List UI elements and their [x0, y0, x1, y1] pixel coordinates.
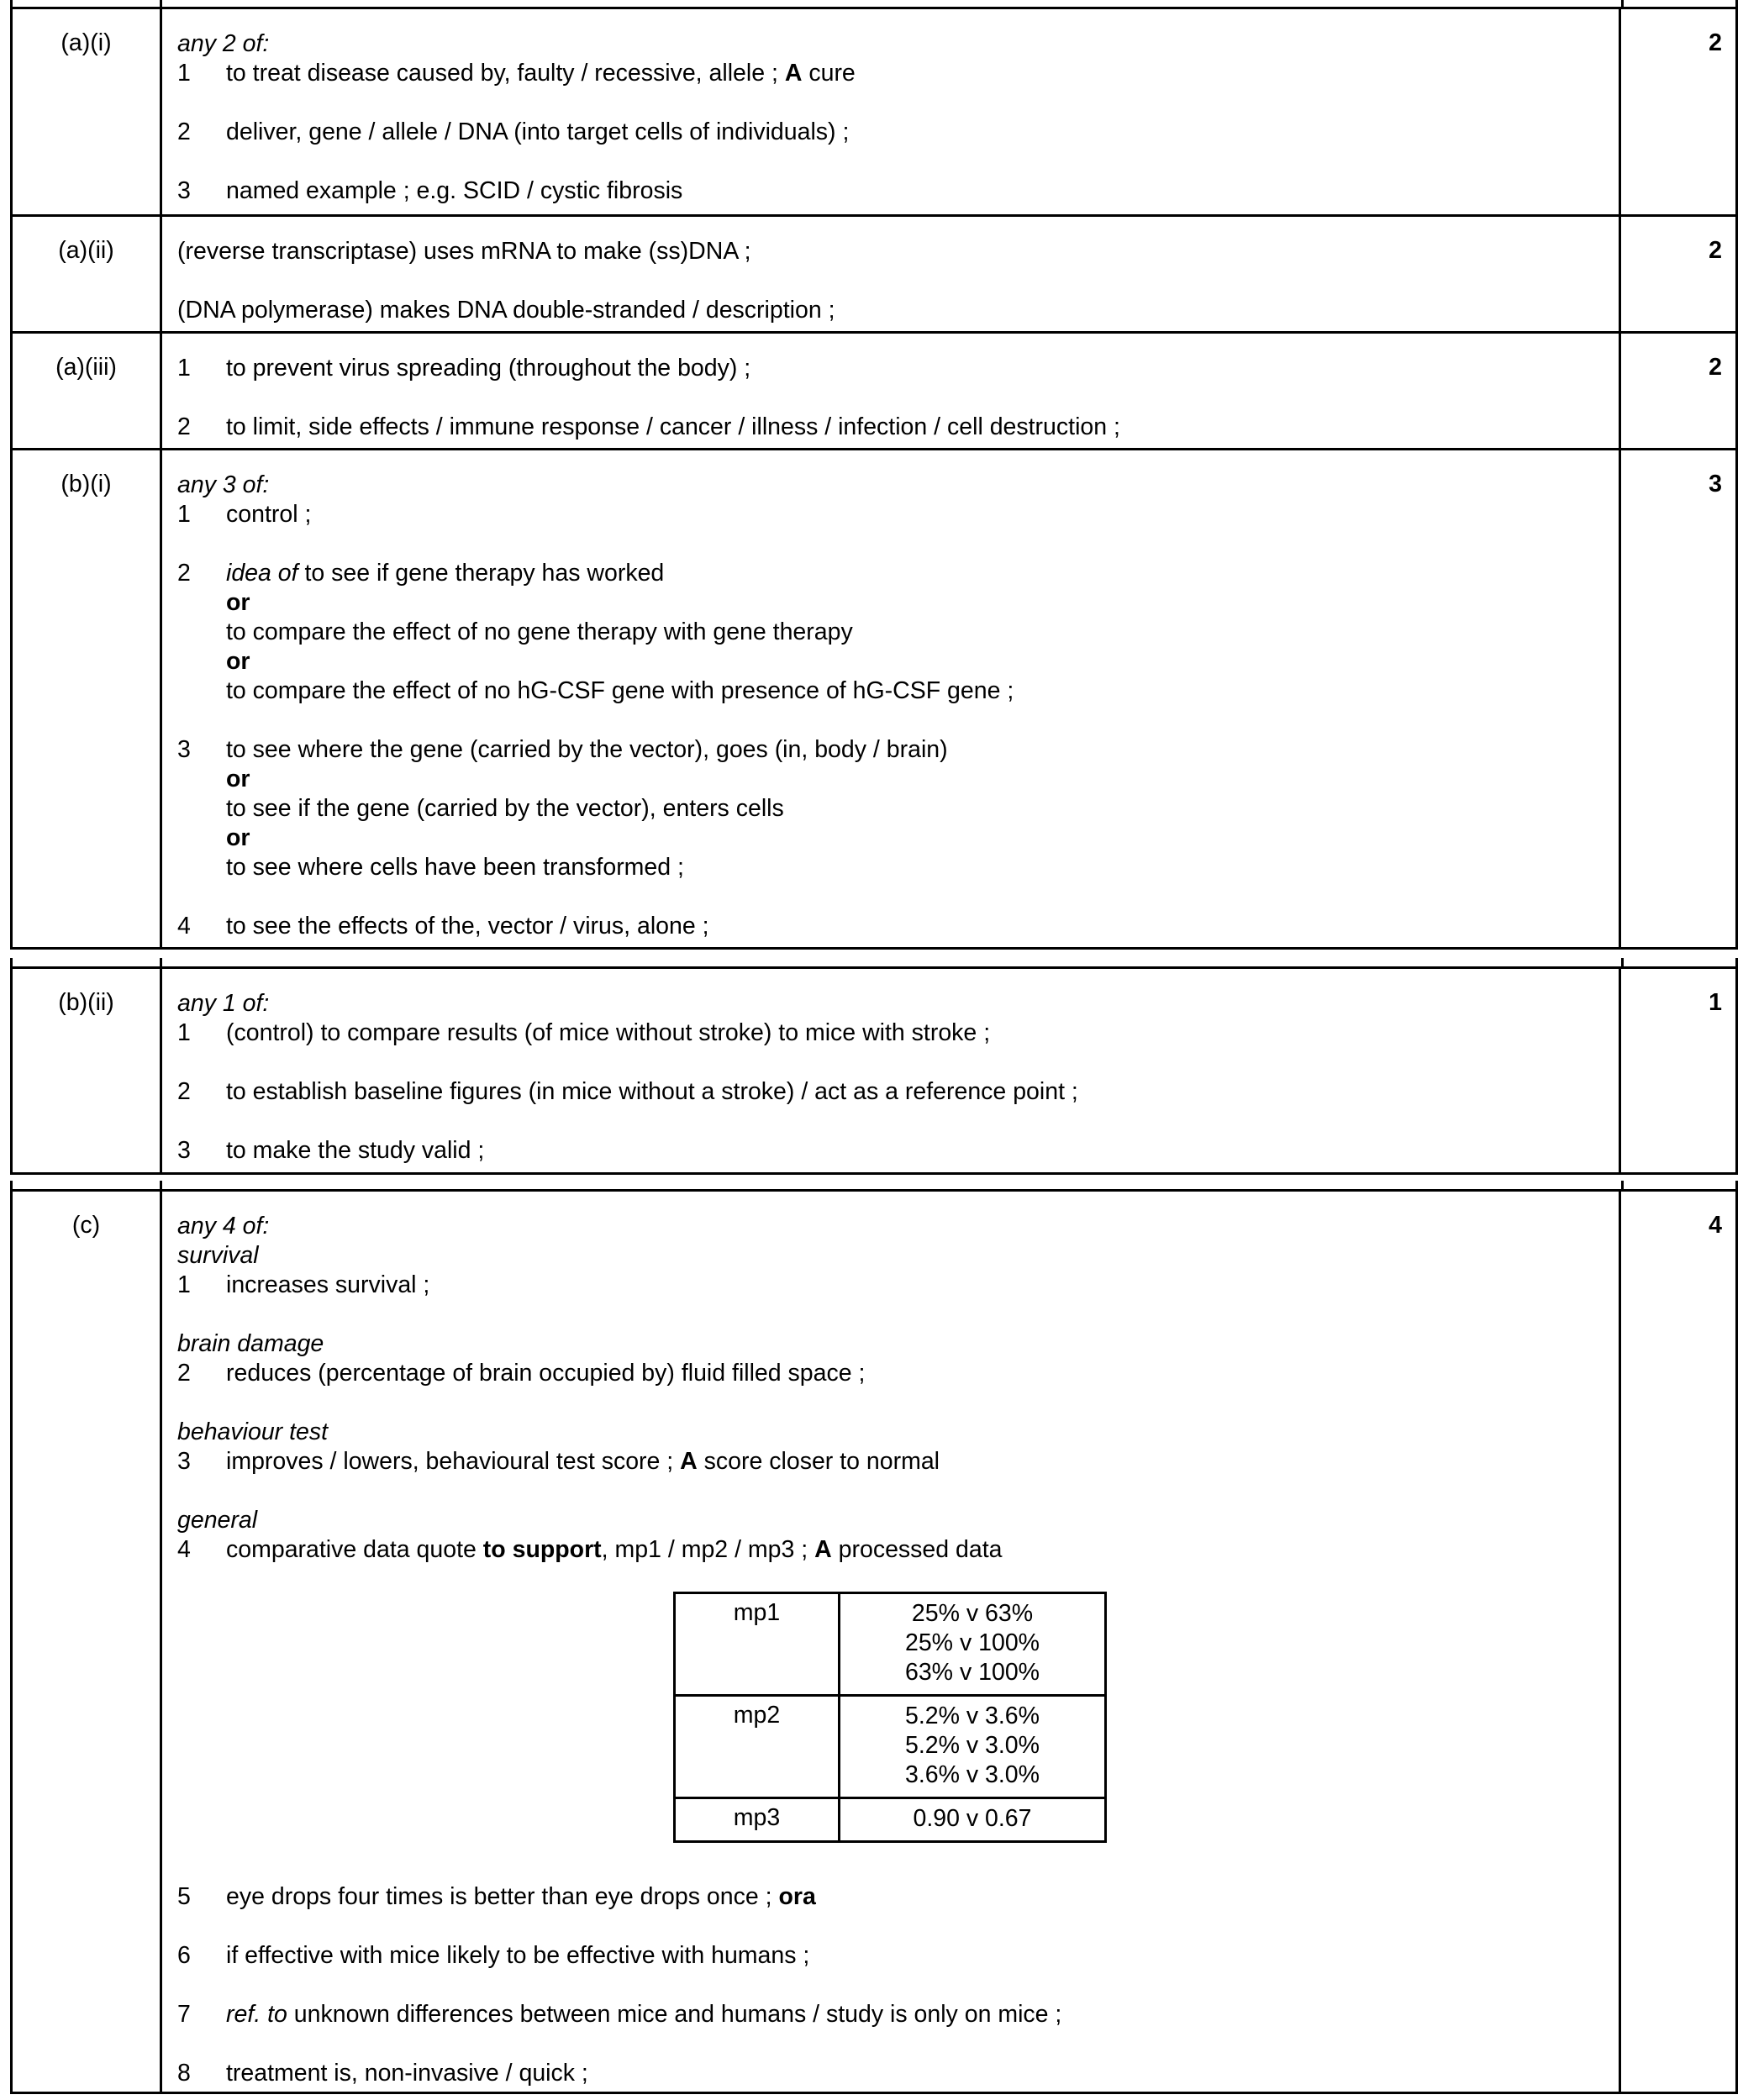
question-number: (b)(i): [13, 450, 162, 947]
table-row: [676, 1594, 1104, 1694]
marking-point: 7 ref. to unknown differences between mice and humans / study is only on mice ;: [177, 2001, 1062, 2028]
subheading: survival: [177, 1242, 259, 1269]
alternative-line: to see where cells have been transformed ;: [226, 854, 684, 881]
mark-point-key: mp2: [676, 1697, 840, 1797]
marks: 2: [1619, 217, 1735, 331]
subheading: general: [177, 1507, 258, 1534]
intro-text: any 4 of:: [177, 1213, 270, 1239]
mark-scheme-table-1: [10, 7, 1738, 950]
marks: 3: [1619, 450, 1735, 947]
subheading: behaviour test: [177, 1418, 329, 1445]
marking-point: 3 improves / lowers, behavioural test score ; A score closer to normal: [177, 1448, 940, 1475]
answer-cell: [162, 969, 1619, 1166]
marking-point: 1 (control) to compare results (of mice without stroke) to mice with stroke ;: [177, 1019, 991, 1046]
table-row: [676, 1694, 1104, 1797]
question-number: (a)(ii): [13, 217, 162, 331]
intro-text: any 2 of:: [177, 30, 270, 57]
or-connector: or: [226, 766, 250, 792]
or-connector: or: [226, 589, 250, 616]
marking-point: 2 deliver, gene / allele / DNA (into target cells of individuals) ;: [177, 118, 850, 145]
marking-point: 1 control ;: [177, 501, 312, 528]
marking-point: 4 to see the effects of the, vector / virus, alone ;: [177, 913, 709, 939]
or-connector: or: [226, 824, 250, 851]
row-a-i: [13, 9, 1735, 214]
marking-point: 4 comparative data quote to support, mp1 / mp2 / mp3 ; A processed data: [177, 1536, 1003, 1563]
marking-point: 2 to establish baseline figures (in mice without a stroke) / act as a reference point ;: [177, 1078, 1078, 1105]
mark-point-key: mp1: [676, 1594, 840, 1694]
comparative-data-table: [673, 1592, 1107, 1843]
marking-point: 3 to make the study valid ;: [177, 1137, 485, 1164]
alternative-line: to compare the effect of no gene therapy with gene therapy: [226, 618, 853, 645]
marks: 2: [1619, 334, 1735, 448]
data-values: 0.90 v 0.67: [913, 1805, 1032, 1832]
question-number: (a)(iii): [13, 334, 162, 448]
marking-point: 8 treatment is, non-invasive / quick ;: [177, 2060, 588, 2087]
question-number: (c): [13, 1192, 162, 2092]
intro-text: any 3 of:: [177, 471, 270, 498]
marks: 1: [1619, 969, 1735, 1172]
alternative-line: to see if the gene (carried by the vector), enters cells: [226, 795, 784, 822]
marking-point: 5 eye drops four times is better than eye drops once ; ora: [177, 1883, 816, 1910]
answer-line: (DNA polymerase) makes DNA double-stranded / description ;: [177, 297, 835, 324]
marking-point: 6 if effective with mice likely to be effective with humans ;: [177, 1942, 810, 1969]
or-connector: or: [226, 648, 250, 675]
mark-scheme-table-2: [10, 966, 1738, 1175]
answer-cell: [162, 9, 1619, 206]
answer-cell: [162, 450, 1619, 941]
marks: 4: [1619, 1192, 1735, 2092]
marking-point: 3 named example ; e.g. SCID / cystic fibrosis: [177, 177, 683, 204]
marking-point: 2 idea of to see if gene therapy has worked: [177, 560, 665, 587]
answer-line: (reverse transcriptase) uses mRNA to make (ss)DNA ;: [177, 238, 751, 265]
marking-point: 2 to limit, side effects / immune response / cancer / illness / infection / cell destruction ;: [177, 413, 1120, 440]
marking-point: 1 to treat disease caused by, faulty / recessive, allele ; A cure: [177, 60, 856, 87]
marking-point: 1 increases survival ;: [177, 1271, 430, 1298]
row-b-i: [13, 448, 1735, 947]
data-values: 5.2% v 3.6% 5.2% v 3.0% 3.6% v 3.0%: [904, 1703, 1040, 1788]
row-a-ii: [13, 214, 1735, 331]
marking-point: 1 to prevent virus spreading (throughout the body) ;: [177, 355, 751, 382]
subheading: brain damage: [177, 1330, 324, 1357]
marks: 2: [1619, 9, 1735, 214]
answer-cell: [162, 334, 1619, 442]
data-values: 25% v 63% 25% v 100% 63% v 100%: [904, 1600, 1040, 1686]
marking-point: 3 to see where the gene (carried by the vector), goes (in, body / brain): [177, 736, 948, 763]
row-b-ii: [13, 969, 1735, 1172]
answer-cell: [162, 217, 1619, 325]
mark-point-key: mp3: [676, 1799, 840, 1840]
marking-point: 2 reduces (percentage of brain occupied by) fluid filled space ;: [177, 1360, 866, 1387]
alternative-line: to compare the effect of no hG-CSF gene with presence of hG-CSF gene ;: [226, 677, 1014, 704]
question-number: (b)(ii): [13, 969, 162, 1172]
table-row: [676, 1797, 1104, 1840]
question-number: (a)(i): [13, 9, 162, 214]
row-a-iii: [13, 331, 1735, 448]
intro-text: any 1 of:: [177, 990, 270, 1017]
